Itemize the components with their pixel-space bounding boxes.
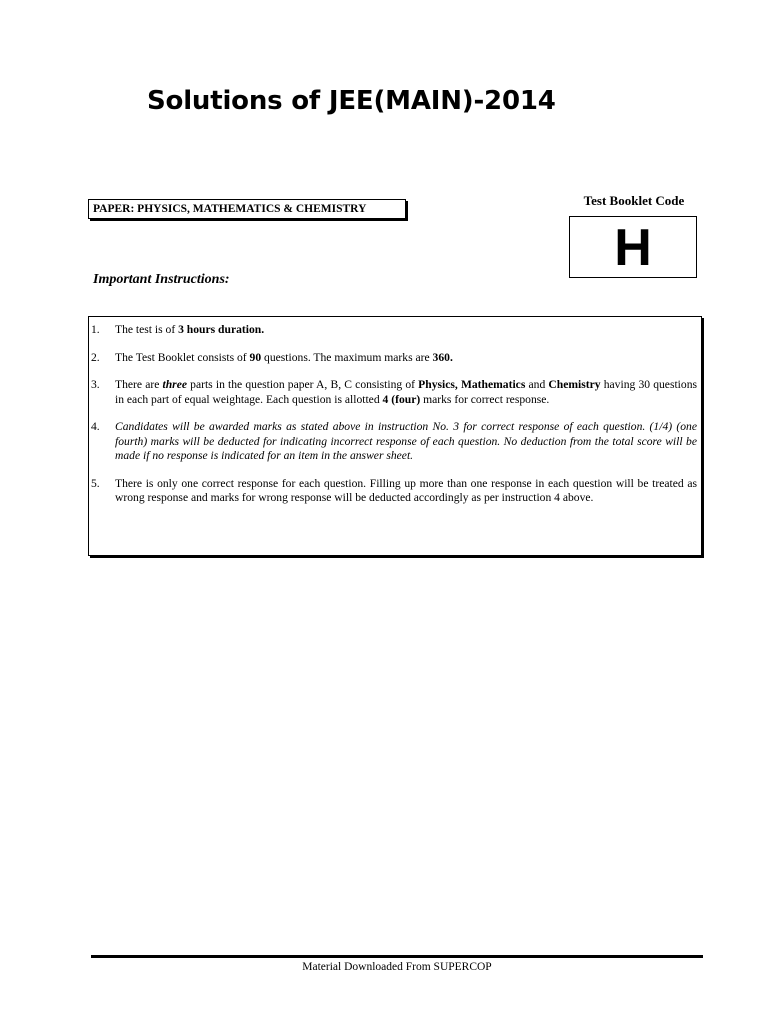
- text-run-bold: 90: [249, 350, 262, 364]
- instruction-number: 4.: [91, 420, 100, 433]
- text-run: marks for correct response.: [420, 392, 550, 406]
- instruction-text: Candidates will be awarded marks as stated above in instruction No. 3 for correct response of each question. (1/4) (one fourth) marks will be deducted for indicating incorrect response of each question. No deduction from the total score will be made if no response is indicated for an item in the answer sheet.: [115, 420, 697, 462]
- text-run: questions. The maximum marks are: [261, 350, 433, 364]
- instructions-box: [88, 316, 702, 556]
- text-run-bold: 3 hours duration.: [178, 323, 265, 336]
- text-run-bold-italic: three: [162, 378, 187, 391]
- instruction-text: [115, 323, 697, 338]
- paper-label: PAPER: PHYSICS, MATHEMATICS & CHEMISTRY: [88, 199, 406, 219]
- instructions-heading: Important Instructions:: [93, 272, 230, 287]
- instruction-item-1: [91, 323, 697, 338]
- text-run-bold: Chemistry: [548, 378, 601, 391]
- text-run-bold: 4 (four): [382, 392, 421, 406]
- text-run: having 30 questions in each part of equal weightage. Each question is allotted: [115, 378, 698, 406]
- booklet-code-label: Test Booklet Code: [583, 193, 685, 208]
- booklet-code: H: [614, 219, 652, 277]
- page-title: Solutions of JEE(MAIN)-2014: [147, 86, 556, 116]
- instruction-item-3: [91, 378, 697, 407]
- text-run: parts in the question paper A, B, C consisting of: [187, 378, 419, 391]
- instruction-item-5: [91, 477, 697, 506]
- instruction-number: 5.: [91, 476, 100, 490]
- instruction-item-4: [91, 420, 697, 464]
- text-run: The test is of: [115, 323, 179, 336]
- instruction-number: 2.: [91, 350, 100, 364]
- instruction-text: [115, 351, 697, 366]
- text-run: There are: [115, 378, 163, 391]
- booklet-code-box: [569, 216, 697, 278]
- instruction-number: 3.: [91, 378, 100, 391]
- footer-divider: [91, 955, 703, 958]
- footer-text: Material Downloaded From SUPERCOP: [302, 961, 492, 973]
- text-run: The Test Booklet consists of: [115, 350, 250, 364]
- instruction-text: [115, 378, 697, 407]
- instruction-item-2: [91, 351, 697, 366]
- text-run-bold: 360.: [432, 350, 453, 364]
- text-run: and: [525, 378, 549, 391]
- instruction-number: 1.: [91, 323, 100, 336]
- instruction-text: There is only one correct response for each question. Filling up more than one response in each question will be treated as wrong response and marks for wrong response will be deducted accordingly as per instruction 4 above.: [115, 476, 697, 504]
- text-run-bold: Physics, Mathematics: [418, 378, 526, 391]
